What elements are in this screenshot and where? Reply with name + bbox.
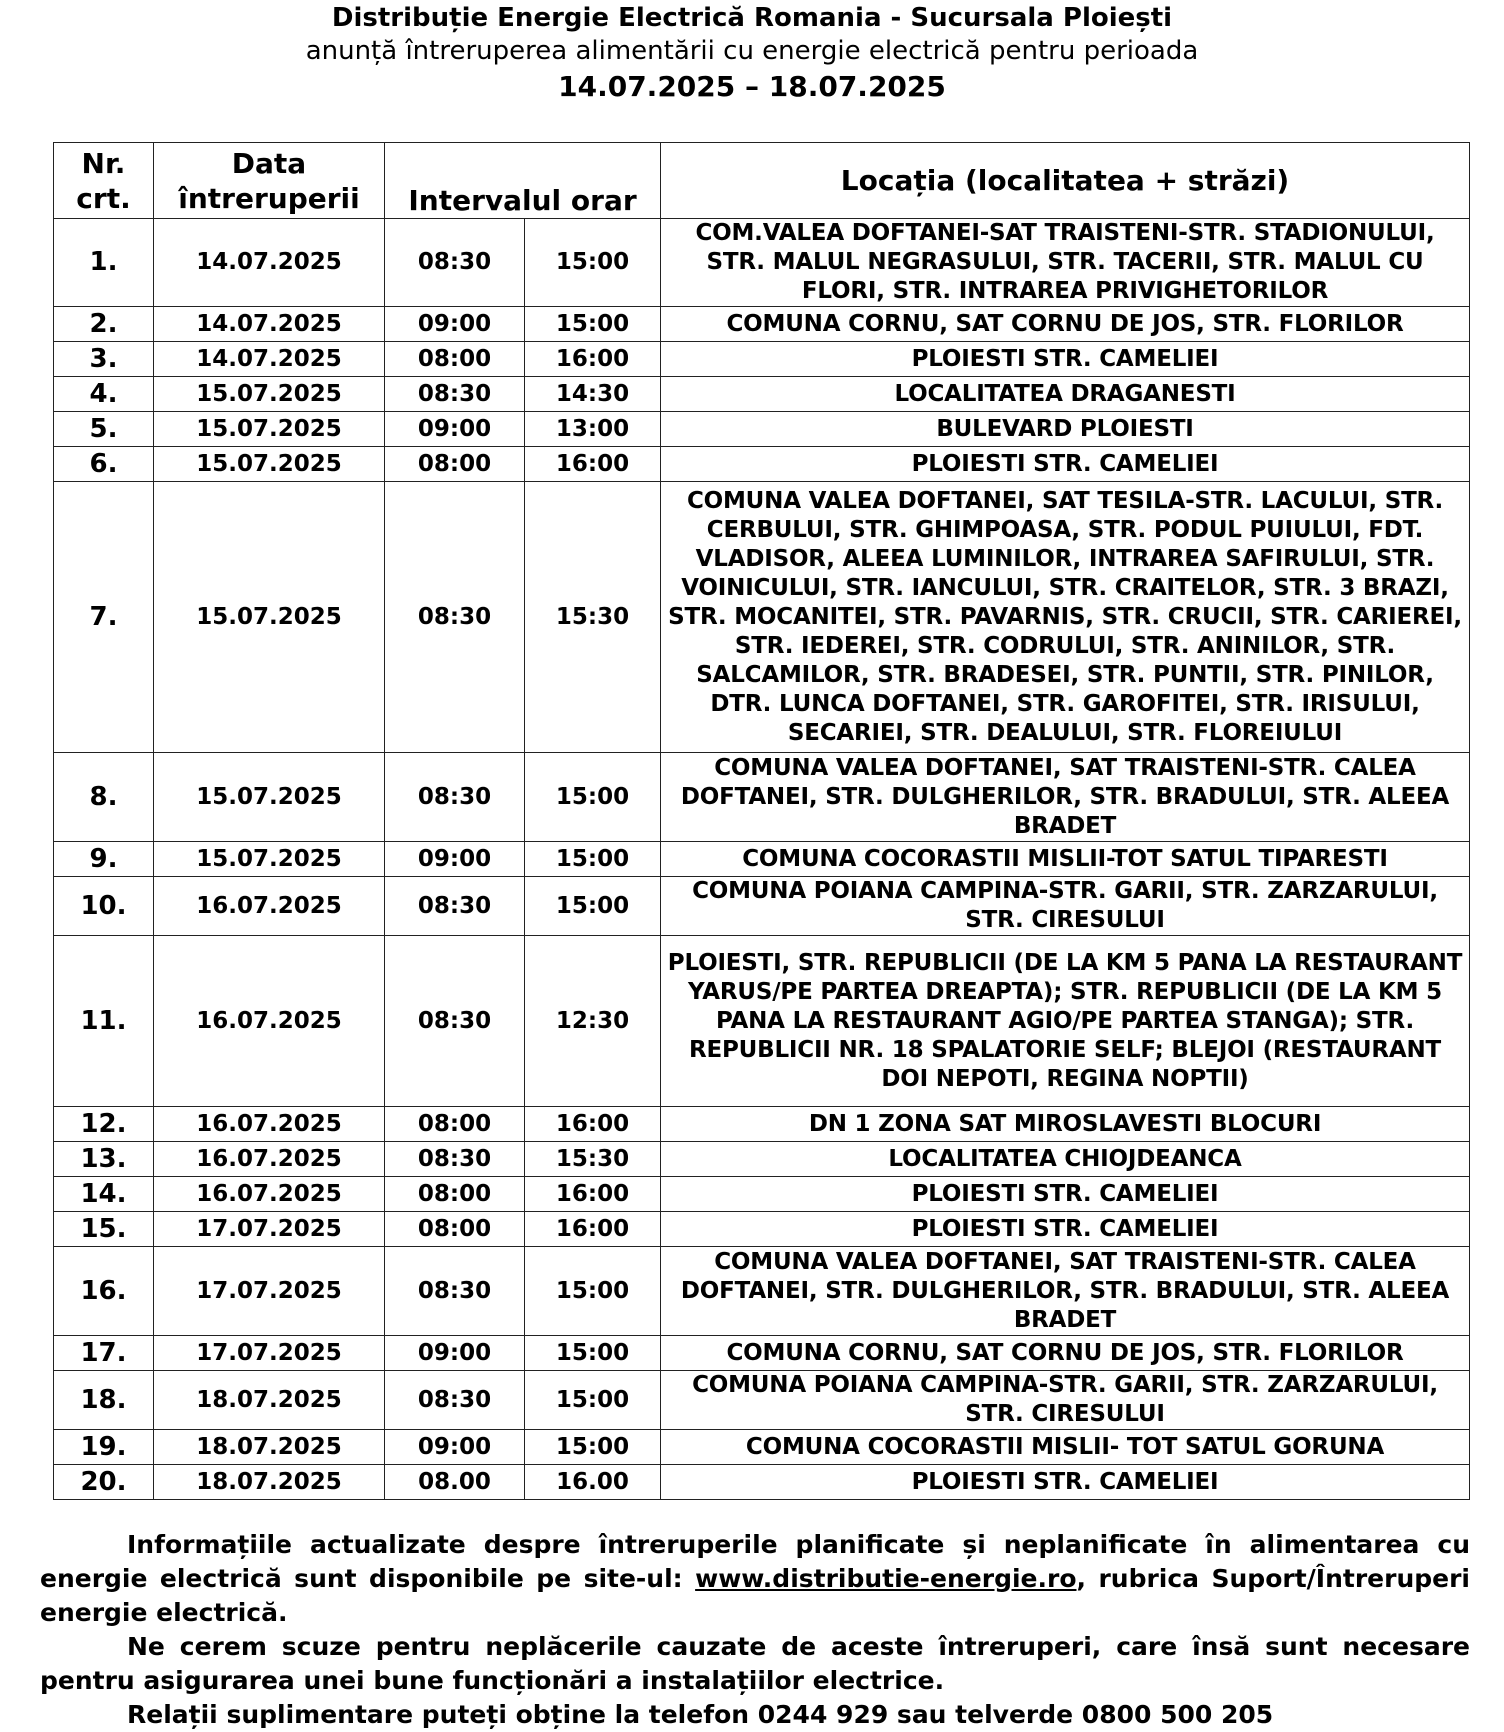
row-location: PLOIESTI STR. CAMELIEI bbox=[661, 1177, 1470, 1212]
table-row bbox=[54, 412, 1470, 447]
row-end-time: 12:30 bbox=[525, 936, 661, 1107]
row-date: 15.07.2025 bbox=[154, 447, 385, 482]
row-date: 16.07.2025 bbox=[154, 936, 385, 1107]
row-end-time: 15:30 bbox=[525, 1142, 661, 1177]
table-row bbox=[54, 1107, 1470, 1142]
row-number: 20. bbox=[54, 1465, 154, 1500]
row-date: 14.07.2025 bbox=[154, 219, 385, 307]
row-location: COM.VALEA DOFTANEI-SAT TRAISTENI-STR. STADIONULUI, STR. MALUL NEGRASULUI, STR. TACERII, STR. MALUL CU FLORI, STR. INTRAREA PRIVIGHETORILOR bbox=[661, 219, 1470, 307]
row-number: 13. bbox=[54, 1142, 154, 1177]
row-location: COMUNA POIANA CAMPINA-STR. GARII, STR. ZARZARULUI, STR. CIRESULUI bbox=[661, 1371, 1470, 1430]
row-number: 4. bbox=[54, 377, 154, 412]
row-location: COMUNA VALEA DOFTANEI, SAT TRAISTENI-STR. CALEA DOFTANEI, STR. DULGHERILOR, STR. BRADULUI, STR. ALEEA BRADET bbox=[661, 1247, 1470, 1336]
row-location: COMUNA CORNU, SAT CORNU DE JOS, STR. FLORILOR bbox=[661, 307, 1470, 342]
row-number: 1. bbox=[54, 219, 154, 307]
footer-apology-paragraph: Ne cerem scuze pentru neplăcerile cauzate de aceste întreruperi, care însă sunt necesare pentru asigurarea unei bune funcționări a instalațiilor electrice. bbox=[40, 1632, 1470, 1695]
table-row bbox=[54, 377, 1470, 412]
row-start-time: 08:30 bbox=[385, 1142, 525, 1177]
row-date: 18.07.2025 bbox=[154, 1430, 385, 1465]
row-start-time: 09:00 bbox=[385, 1430, 525, 1465]
row-location: COMUNA VALEA DOFTANEI, SAT TESILA-STR. LACULUI, STR. CERBULUI, STR. GHIMPOASA, STR. PODUL PUIULUI, FDT. VLADISOR, ALEEA LUMINILOR, INTRAREA SAFIRULUI, STR. VOINICULUI, STR. IANCULUI, STR. CRAITELOR, STR. 3 BRAZI, STR. MOCANITEI, STR. PAVARNIS, STR. CRUCII, STR. CARIEREI, STR. IEDEREI, STR. CODRULUI, STR. ANINILOR, STR. SALCAMILOR, STR. BRADESEI, STR. PUNTII, STR. PINILOR, DTR. LUNCA DOFTANEI, STR. GAROFITEI, STR. IRISULUI, SECARIEI, STR. DEALULUI, STR. FLOREIULUI bbox=[661, 482, 1470, 753]
row-start-time: 09:00 bbox=[385, 412, 525, 447]
row-number: 10. bbox=[54, 877, 154, 936]
row-date: 17.07.2025 bbox=[154, 1247, 385, 1336]
row-end-time: 15:30 bbox=[525, 482, 661, 753]
row-start-time: 08:30 bbox=[385, 1247, 525, 1336]
row-end-time: 15:00 bbox=[525, 1371, 661, 1430]
table-row bbox=[54, 219, 1470, 307]
row-start-time: 08:00 bbox=[385, 342, 525, 377]
row-start-time: 09:00 bbox=[385, 842, 525, 877]
row-start-time: 08:00 bbox=[385, 1107, 525, 1142]
table-row bbox=[54, 1465, 1470, 1500]
row-location: PLOIESTI STR. CAMELIEI bbox=[661, 342, 1470, 377]
row-start-time: 08:30 bbox=[385, 936, 525, 1107]
table-row bbox=[54, 877, 1470, 936]
row-location: LOCALITATEA DRAGANESTI bbox=[661, 377, 1470, 412]
row-number: 11. bbox=[54, 936, 154, 1107]
notice-title: Distribuție Energie Electrică Romania - Sucursala Ploiești bbox=[331, 3, 1173, 33]
table-row bbox=[54, 447, 1470, 482]
row-start-time: 08:30 bbox=[385, 1371, 525, 1430]
header-interval: Intervalul orar bbox=[385, 143, 661, 219]
header-nr: Nr. crt. bbox=[54, 143, 154, 219]
row-number: 17. bbox=[54, 1336, 154, 1371]
table-row bbox=[54, 1247, 1470, 1336]
row-end-time: 15:00 bbox=[525, 1430, 661, 1465]
row-date: 16.07.2025 bbox=[154, 1142, 385, 1177]
table-row bbox=[54, 936, 1470, 1107]
row-date: 15.07.2025 bbox=[154, 753, 385, 842]
notice-header bbox=[0, 0, 1504, 106]
row-number: 9. bbox=[54, 842, 154, 877]
row-location: COMUNA POIANA CAMPINA-STR. GARII, STR. ZARZARULUI, STR. CIRESULUI bbox=[661, 877, 1470, 936]
row-end-time: 15:00 bbox=[525, 877, 661, 936]
row-number: 18. bbox=[54, 1371, 154, 1430]
row-location: COMUNA VALEA DOFTANEI, SAT TRAISTENI-STR. CALEA DOFTANEI, STR. DULGHERILOR, STR. BRADULUI, STR. ALEEA BRADET bbox=[661, 753, 1470, 842]
row-date: 16.07.2025 bbox=[154, 1177, 385, 1212]
table-row bbox=[54, 842, 1470, 877]
row-end-time: 16:00 bbox=[525, 447, 661, 482]
row-location: DN 1 ZONA SAT MIROSLAVESTI BLOCURI bbox=[661, 1107, 1470, 1142]
row-end-time: 15:00 bbox=[525, 219, 661, 307]
footer-info-paragraph: Informațiile actualizate despre întreruperile planificate și neplanificate în alimentarea cu energie electrică sunt disponibile pe site-ul: www.distributie-energie.ro, rubrica Suport/Întreruperi energie electrică. bbox=[40, 1530, 1470, 1627]
outage-table-header bbox=[54, 143, 1470, 219]
row-date: 18.07.2025 bbox=[154, 1465, 385, 1500]
row-number: 6. bbox=[54, 447, 154, 482]
row-number: 8. bbox=[54, 753, 154, 842]
row-date: 15.07.2025 bbox=[154, 377, 385, 412]
row-end-time: 16:00 bbox=[525, 1212, 661, 1247]
outage-table bbox=[53, 142, 1470, 1500]
row-end-time: 15:00 bbox=[525, 307, 661, 342]
row-start-time: 08:00 bbox=[385, 447, 525, 482]
table-row bbox=[54, 1371, 1470, 1430]
notice-period: 14.07.2025 – 18.07.2025 bbox=[558, 70, 946, 103]
table-row bbox=[54, 482, 1470, 753]
row-end-time: 16.00 bbox=[525, 1465, 661, 1500]
table-row bbox=[54, 1336, 1470, 1371]
table-row bbox=[54, 1177, 1470, 1212]
row-date: 14.07.2025 bbox=[154, 307, 385, 342]
row-date: 18.07.2025 bbox=[154, 1371, 385, 1430]
row-number: 14. bbox=[54, 1177, 154, 1212]
website-link[interactable]: www.distributie-energie.ro bbox=[695, 1564, 1077, 1593]
row-number: 12. bbox=[54, 1107, 154, 1142]
row-start-time: 09:00 bbox=[385, 1336, 525, 1371]
row-end-time: 16:00 bbox=[525, 1107, 661, 1142]
row-end-time: 15:00 bbox=[525, 1336, 661, 1371]
row-location: COMUNA CORNU, SAT CORNU DE JOS, STR. FLORILOR bbox=[661, 1336, 1470, 1371]
row-date: 15.07.2025 bbox=[154, 842, 385, 877]
row-start-time: 08.00 bbox=[385, 1465, 525, 1500]
row-start-time: 09:00 bbox=[385, 307, 525, 342]
row-date: 15.07.2025 bbox=[154, 482, 385, 753]
table-row bbox=[54, 307, 1470, 342]
table-row bbox=[54, 753, 1470, 842]
row-start-time: 08:30 bbox=[385, 377, 525, 412]
header-date: Data întreruperii bbox=[154, 143, 385, 219]
table-row bbox=[54, 1212, 1470, 1247]
footer-contact-paragraph: Relații suplimentare puteți obține la telefon 0244 929 sau telverde 0800 500 205 bbox=[127, 1700, 1274, 1729]
row-end-time: 16:00 bbox=[525, 342, 661, 377]
row-date: 17.07.2025 bbox=[154, 1212, 385, 1247]
row-date: 14.07.2025 bbox=[154, 342, 385, 377]
row-start-time: 08:00 bbox=[385, 1177, 525, 1212]
row-date: 16.07.2025 bbox=[154, 1107, 385, 1142]
row-location: BULEVARD PLOIESTI bbox=[661, 412, 1470, 447]
row-location: COMUNA COCORASTII MISLII- TOT SATUL GORUNA bbox=[661, 1430, 1470, 1465]
row-start-time: 08:00 bbox=[385, 1212, 525, 1247]
outage-table-body bbox=[54, 219, 1470, 1500]
row-end-time: 15:00 bbox=[525, 1247, 661, 1336]
row-date: 16.07.2025 bbox=[154, 877, 385, 936]
row-end-time: 16:00 bbox=[525, 1177, 661, 1212]
row-number: 7. bbox=[54, 482, 154, 753]
notice-subtitle: anunță întreruperea alimentării cu energie electrică pentru perioada bbox=[305, 36, 1199, 66]
notice-footer bbox=[40, 1528, 1470, 1732]
row-end-time: 13:00 bbox=[525, 412, 661, 447]
row-number: 2. bbox=[54, 307, 154, 342]
table-row bbox=[54, 1430, 1470, 1465]
row-location: COMUNA COCORASTII MISLII-TOT SATUL TIPARESTI bbox=[661, 842, 1470, 877]
row-location: PLOIESTI STR. CAMELIEI bbox=[661, 1212, 1470, 1247]
row-start-time: 08:30 bbox=[385, 219, 525, 307]
row-start-time: 08:30 bbox=[385, 482, 525, 753]
row-date: 17.07.2025 bbox=[154, 1336, 385, 1371]
row-end-time: 15:00 bbox=[525, 842, 661, 877]
row-location: PLOIESTI, STR. REPUBLICII (DE LA KM 5 PANA LA RESTAURANT YARUS/PE PARTEA DREAPTA); STR. REPUBLICII (DE LA KM 5 PANA LA RESTAURANT AGIO/PE PARTEA STANGA); STR. REPUBLICII NR. 18 SPALATORIE SELF; BLEJOI (RESTAURANT DOI NEPOTI, REGINA NOPTII) bbox=[661, 936, 1470, 1107]
table-row bbox=[54, 1142, 1470, 1177]
row-location: PLOIESTI STR. CAMELIEI bbox=[661, 1465, 1470, 1500]
row-number: 5. bbox=[54, 412, 154, 447]
row-start-time: 08:30 bbox=[385, 877, 525, 936]
row-location: LOCALITATEA CHIOJDEANCA bbox=[661, 1142, 1470, 1177]
row-number: 15. bbox=[54, 1212, 154, 1247]
row-number: 19. bbox=[54, 1430, 154, 1465]
header-location: Locația (localitatea + străzi) bbox=[661, 143, 1470, 219]
row-location: PLOIESTI STR. CAMELIEI bbox=[661, 447, 1470, 482]
row-date: 15.07.2025 bbox=[154, 412, 385, 447]
row-number: 3. bbox=[54, 342, 154, 377]
row-end-time: 14:30 bbox=[525, 377, 661, 412]
row-end-time: 15:00 bbox=[525, 753, 661, 842]
row-start-time: 08:30 bbox=[385, 753, 525, 842]
row-number: 16. bbox=[54, 1247, 154, 1336]
table-row bbox=[54, 342, 1470, 377]
